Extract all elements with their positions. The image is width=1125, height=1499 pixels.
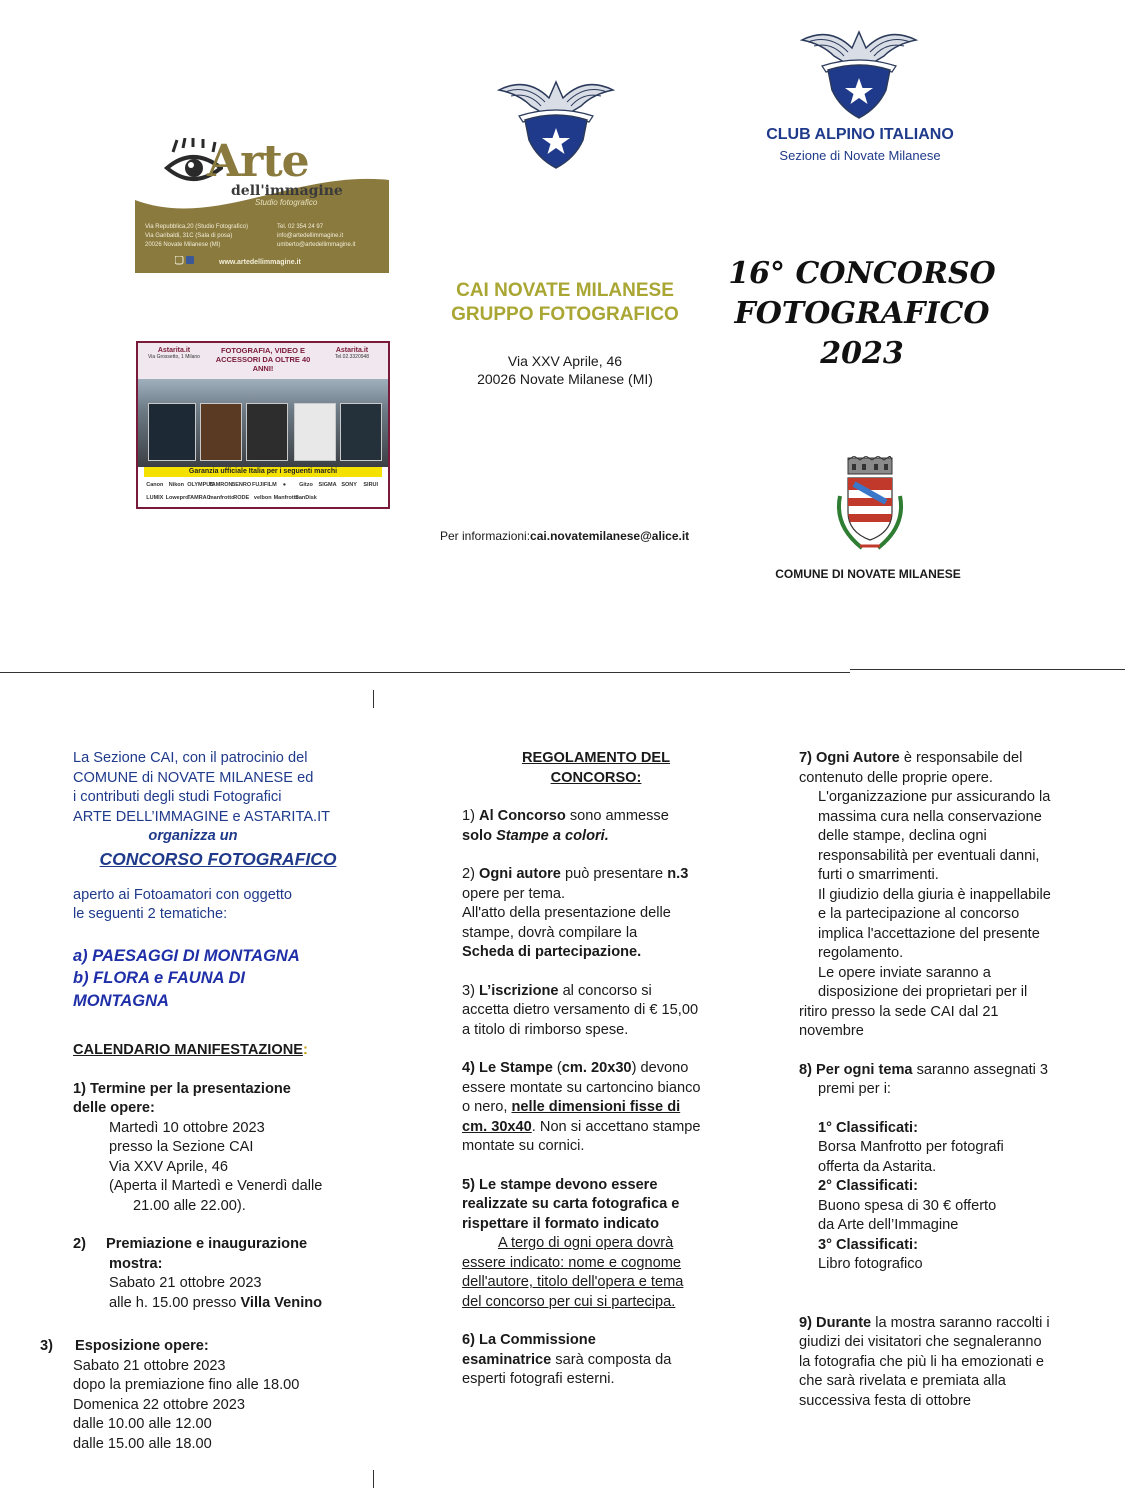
item3-line: dopo la premiazione fino alle 18.00 <box>73 1377 300 1393</box>
tema-b-cont: MONTAGNA <box>73 991 169 1010</box>
apple-logo-icon: ● <box>282 482 287 488</box>
fold-tick <box>373 1470 374 1488</box>
rule-text: contenuto delle proprie opere. <box>799 769 993 786</box>
concorso-title-line: 16° CONCORSO <box>728 256 996 291</box>
rule-text: giudizi dei visitatori che segnaleranno <box>799 1334 1042 1350</box>
brand-logo: RODE <box>233 495 250 501</box>
rule-text: implica l'accettazione del presente <box>818 925 1040 942</box>
rule-bold: 7) Ogni Autore <box>799 750 900 766</box>
aperto-line: aperto ai Fotoamatori con oggetto <box>73 886 293 903</box>
item2-head: Premiazione e inaugurazione <box>105 1236 308 1252</box>
brand-logo: Lowepro <box>165 495 189 501</box>
villa-venino: Villa Venino <box>240 1294 323 1311</box>
prize-line: Buono spesa di 30 € offerto <box>818 1197 997 1214</box>
rule-text: novembre <box>799 1023 864 1039</box>
brand-logo: FUJIFILM <box>251 482 277 488</box>
item3-head: Esposizione opere: <box>74 1338 209 1354</box>
rule-text: All'atto della presentazione delle <box>462 905 671 921</box>
brand-logo: Canon <box>146 482 164 488</box>
rule-5 <box>462 1176 762 1313</box>
tema-b: b) FLORA e FAUNA DI <box>73 969 246 987</box>
arte-contact-line: umberto@artedellimmagine.it <box>277 242 356 248</box>
rule-text: ( <box>552 1060 562 1076</box>
social-icons <box>175 256 195 265</box>
prize-heading: 1° Classificati: <box>818 1119 918 1136</box>
item2-line: alle h. 15.00 presso <box>109 1294 241 1311</box>
rule-text: esperti fotografi esterni. <box>462 1371 615 1387</box>
fold-tick <box>373 690 374 708</box>
item1-line: Martedì 10 ottobre 2023 <box>109 1119 265 1136</box>
rule-text: responsabilità per eventuali danni, <box>818 847 1040 864</box>
astarita-logo-text: Astarita.it <box>335 347 369 354</box>
rule-text: opere per tema. <box>462 885 566 902</box>
calendario-colon: : <box>302 1042 308 1058</box>
calendario-item-3 <box>40 1337 370 1454</box>
rule-underlined: essere indicato: nome e cognome <box>462 1254 682 1271</box>
cai-eagle-emblem-icon-header <box>800 26 918 120</box>
prize-line: da Arte dell’Immagine <box>818 1217 959 1233</box>
rule-text: sono ammesse <box>565 808 669 824</box>
rule-text: che sarà rivelata e premiata alla <box>799 1373 1006 1389</box>
info-line <box>440 529 689 543</box>
rule-bold: 5) Le stampe devono essere <box>462 1176 658 1193</box>
brand-logo: LUMIX <box>146 495 164 501</box>
rule-text: ritiro presso la sede CAI dal 21 <box>799 1003 999 1020</box>
concorso-title <box>712 254 1012 374</box>
rule-text: delle stampe, declina ogni <box>818 828 987 844</box>
item1-head: delle opere: <box>73 1100 155 1116</box>
astarita-logo-text: Astarita.it <box>157 347 191 354</box>
tema-a: a) PAESAGGI DI MONTAGNA <box>73 946 300 965</box>
rule-bold: realizzate su carta fotografica e <box>462 1196 680 1212</box>
astarita-logo-right <box>322 347 382 360</box>
rule-text: a titolo di rimborso spese. <box>462 1021 629 1038</box>
prize-line: Libro fotografico <box>818 1256 923 1272</box>
brand-logo: Nikon <box>168 482 185 488</box>
middle-column <box>462 749 762 1390</box>
item2-head: mostra: <box>109 1255 163 1272</box>
shop-window <box>200 403 242 461</box>
astarita-logo-left <box>144 347 204 360</box>
intro-line: i contributi degli studi Fotografici <box>73 789 282 805</box>
prizes <box>799 1119 1109 1275</box>
concorso-title-line: FOTOGRAFICO <box>734 296 990 331</box>
item1-line: presso la Sezione CAI <box>109 1139 254 1155</box>
prize-heading: 2° Classificati: <box>818 1178 918 1194</box>
item3-num: 3) <box>40 1338 53 1354</box>
prize-line: offerta da Astarita. <box>818 1158 937 1175</box>
rule-underlined: dell'autore, titolo dell'opera e tema <box>462 1274 684 1290</box>
rule-text: può presentare <box>560 866 668 882</box>
rule-bold: nelle dimensioni fisse di <box>511 1099 681 1115</box>
rule-bold: Ogni autore <box>479 866 561 882</box>
brand-logo: manfrotto <box>208 495 235 501</box>
rule-bold: n.3 <box>667 866 689 882</box>
rule-text: sarà composta da <box>551 1351 672 1368</box>
temi <box>73 945 373 1013</box>
astarita-brands <box>144 479 382 505</box>
aperto <box>73 886 373 925</box>
rule-text: premi per i: <box>818 1081 891 1097</box>
arte-contact-line: info@artedellimmagine.it <box>277 233 344 239</box>
shop-window <box>246 403 288 461</box>
shop-window <box>340 403 382 461</box>
rule-bold: Le Stampe <box>479 1060 553 1076</box>
brand-logo: SONY <box>341 482 357 488</box>
rule-text: furti o smarrimenti. <box>818 867 939 883</box>
rule-num: 6) <box>462 1332 480 1348</box>
rule-4 <box>462 1059 762 1157</box>
item3-line: Sabato 21 ottobre 2023 <box>73 1357 226 1374</box>
calendario-heading <box>73 1041 373 1061</box>
fold-line <box>850 669 1125 670</box>
arte-website: www.artedellimmagine.it <box>219 259 301 266</box>
intro-line: ARTE DELL’IMMAGINE e ASTARITA.IT <box>73 808 331 825</box>
item2-num: 2) <box>73 1236 86 1252</box>
astarita-ad <box>136 341 390 509</box>
brand-logo: velbon <box>253 495 272 501</box>
brand-logo: SanDisk <box>295 495 317 501</box>
brand-logo: SIGMA <box>318 482 337 488</box>
astarita-logo-sub: Via Grossetto, 1 Milano <box>148 354 200 360</box>
info-label: Per informazioni: <box>440 529 531 543</box>
astarita-logo-sub: Tel.02.3320948 <box>334 354 370 360</box>
item3-line: Domenica 22 ottobre 2023 <box>73 1396 245 1413</box>
brand-logo: OLYMPUS <box>187 482 214 488</box>
shop-window <box>294 403 336 461</box>
rule-text: stampe, dovrà compilare la <box>462 924 638 941</box>
rule-text: Il giudizio della giuria è inappellabile <box>818 886 1051 903</box>
rule-1 <box>462 807 762 846</box>
comune-coat-of-arms-icon <box>832 456 908 556</box>
item1-line: 21.00 alle 22.00). <box>133 1197 246 1214</box>
right-column <box>799 749 1109 1411</box>
item3-line: dalle 15.00 alle 18.00 <box>73 1435 212 1452</box>
rule-underlined: del concorso per cui si partecipa. <box>462 1293 676 1310</box>
item1-line: Via XXV Aprile, 46 <box>109 1158 228 1175</box>
arte-address-line: 20026 Novate Milanese (MI) <box>145 242 221 248</box>
aperto-line: le seguenti 2 tematiche: <box>73 906 228 922</box>
astarita-tagline: FOTOGRAFIA, VIDEO E ACCESSORI DA OLTRE 40 ANNI! <box>215 346 311 373</box>
brand-logo: BENRO <box>231 482 252 488</box>
rule-bold: 8) Per ogni tema <box>799 1061 913 1078</box>
rule-bold: rispettare il formato indicato <box>462 1215 660 1232</box>
arte-address <box>145 223 248 250</box>
arte-contact-line: Tel. 02 354 24 97 <box>277 224 324 230</box>
rule-bold: Scheda di partecipazione. <box>462 944 642 960</box>
rule-text: al concorso si <box>558 982 652 999</box>
regolamento-title: REGOLAMENTO DEL <box>521 750 671 766</box>
rule-text: e la partecipazione al concorso <box>818 906 1020 922</box>
rule-text: montate su cornici. <box>462 1138 585 1154</box>
rule-text: o nero, <box>462 1099 512 1115</box>
cai-eagle-emblem-icon <box>497 76 615 170</box>
brand-logo: Manfrotto <box>273 495 299 501</box>
rule-num: 4) <box>462 1060 480 1076</box>
calendario-text: CALENDARIO MANIFESTAZIONE <box>73 1042 303 1058</box>
shop-window <box>148 403 196 461</box>
rule-text: essere montate su cartoncino bianco <box>462 1079 701 1096</box>
arte-brand: Arte <box>207 136 309 187</box>
rule-2 <box>462 865 762 963</box>
brand-logo: SIRUI <box>363 482 379 488</box>
rule-text: . Non si accettano stampe <box>531 1118 701 1135</box>
arte-contacts <box>277 223 355 250</box>
brand-logo: Gitzo <box>299 482 313 488</box>
cai-address-line1: Via XXV Aprile, 46 <box>507 353 623 369</box>
intro-line: COMUNE di NOVATE MILANESE ed <box>73 769 314 786</box>
rule-text: successiva festa di ottobre <box>799 1392 971 1409</box>
rule-bold: cm. 20x30 <box>561 1060 632 1076</box>
rule-text: Le opere inviate saranno a <box>818 964 991 981</box>
rule-bold: Al Concorso <box>479 808 566 824</box>
rule-text: la mostra saranno raccolti i <box>871 1314 1050 1331</box>
item2-line: Sabato 21 ottobre 2023 <box>109 1275 262 1291</box>
intro-line: La Sezione CAI, con il patrocinio del <box>73 750 308 766</box>
gruppo-line1: CAI NOVATE MILANESE <box>456 280 674 301</box>
arte-brand-sub2: Studio fotografico <box>255 198 318 207</box>
rule-num: 1) <box>462 808 480 824</box>
astarita-banner: Garanzia ufficiale Italia per i seguenti marchi <box>144 467 382 477</box>
rule-text: ) devono <box>631 1060 689 1076</box>
rule-text: la fotografia che più li ha emozionati e <box>799 1353 1045 1370</box>
cai-title: CLUB ALPINO ITALIANO <box>766 126 954 143</box>
arte-address-line: Via Repubblica,20 (Studio Fotografico) <box>145 224 248 230</box>
rule-text: massima cura nella conservazione <box>818 808 1042 825</box>
rule-text: regolamento. <box>818 945 904 961</box>
arte-dell-immagine-ad <box>135 120 389 273</box>
rule-bold: solo <box>462 827 497 844</box>
rule-underlined: A tergo di ogni opera dovrà <box>498 1235 674 1251</box>
calendario-item-1 <box>73 1080 373 1217</box>
rule-bold: cm. 30x40 <box>462 1118 532 1135</box>
rule-text: disposizione dei proprietari per il <box>818 984 1028 1000</box>
left-column <box>73 749 373 1313</box>
rule-6 <box>462 1331 762 1390</box>
rule-bold: L’iscrizione <box>479 982 559 999</box>
arte-address-line: Via Garibaldi, 31C (Sala di posa) <box>145 233 233 239</box>
prize-heading: 3° Classificati: <box>818 1236 918 1253</box>
rule-num: 2) <box>462 866 480 882</box>
rule-bold: La Commissione <box>479 1332 596 1348</box>
item1-head: 1) Termine per la presentazione <box>73 1080 291 1097</box>
rule-text: L'organizzazione pur assicurando la <box>818 789 1051 805</box>
cai-address-line2: 20026 Novate Milanese (MI) <box>477 371 653 387</box>
rule-text: accetta dietro versamento di € 15,00 <box>462 1002 699 1018</box>
calendario-item-2 <box>73 1235 373 1313</box>
rule-text: è responsabile del <box>899 750 1023 766</box>
rule-8 <box>799 1061 1109 1275</box>
info-email[interactable]: cai.novatemilanese@alice.it <box>530 529 690 543</box>
fold-line <box>0 672 850 673</box>
intro <box>73 749 373 827</box>
gruppo-line2: GRUPPO FOTOGRAFICO <box>451 304 679 325</box>
rule-text: saranno assegnati 3 <box>912 1061 1049 1078</box>
rule-9 <box>799 1314 1109 1412</box>
rule-bold: 9) Durante <box>799 1314 872 1331</box>
brand-logo: TAMRAC <box>187 495 211 501</box>
rule-7 <box>799 749 1109 1042</box>
rule-bold: esaminatrice <box>462 1351 552 1368</box>
rule-bold: Stampe a colori. <box>496 827 609 844</box>
regolamento-title: CONCORSO: <box>550 769 642 786</box>
comune-name: COMUNE DI NOVATE MILANESE <box>775 567 961 581</box>
prize-line: Borsa Manfrotto per fotografi <box>818 1139 1004 1155</box>
item1-line: (Aperta il Martedì e Venerdì dalle <box>109 1178 323 1194</box>
brand-logo: TAMRON <box>208 482 233 488</box>
arte-brand-sub: dell'immagine <box>231 183 343 199</box>
organizza: organizza un <box>148 828 238 844</box>
cai-subtitle: Sezione di Novate Milanese <box>779 148 941 163</box>
concorso-year: 2023 <box>820 336 904 371</box>
rule-num: 3) <box>462 982 480 999</box>
concorso-heading: CONCORSO FOTOGRAFICO <box>99 848 337 869</box>
rule-3 <box>462 982 762 1041</box>
item3-line: dalle 10.00 alle 12.00 <box>73 1416 212 1432</box>
